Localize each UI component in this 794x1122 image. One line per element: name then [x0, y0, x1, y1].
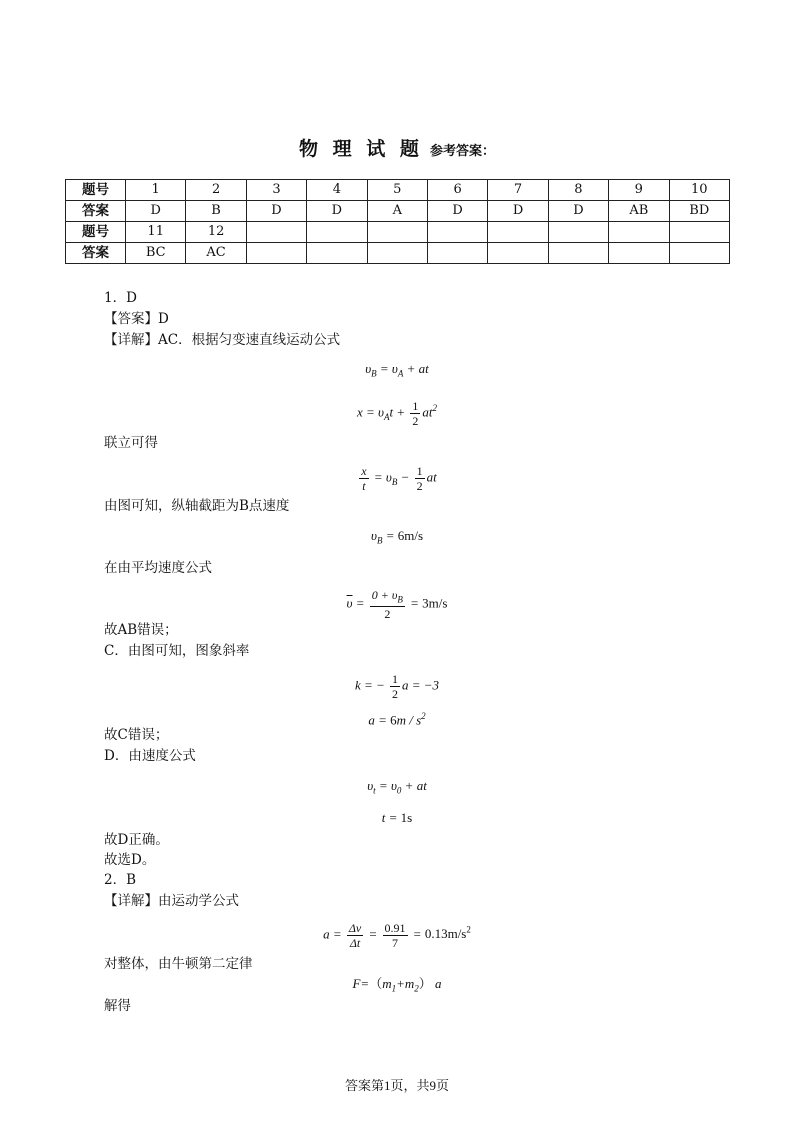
table-cell: [307, 243, 367, 264]
table-cell: [609, 243, 669, 264]
table-cell: 3: [246, 180, 306, 201]
table-cell: AC: [186, 243, 246, 264]
table-cell: A: [367, 201, 427, 222]
table-cell: [427, 222, 487, 243]
title-main: 物 理 试 题: [299, 138, 423, 160]
q1-avg-formula: 在由平均速度公式: [104, 560, 212, 576]
q1-answer: 【答案】D: [104, 311, 169, 327]
row-header-cell: 答案: [66, 201, 126, 222]
q2-heading: 2．B: [104, 872, 137, 888]
table-cell: D: [488, 201, 548, 222]
formula-a: $a = 6m / s^2$: [368, 711, 426, 728]
q1-c-wrong: 故C错误；: [104, 727, 169, 743]
table-row: [66, 201, 730, 222]
q2-solve: 解得: [104, 998, 131, 1014]
q2-newton: 对整体，由牛顿第二定律: [104, 956, 253, 972]
page-footer: 答案第1页，共9页: [344, 1078, 449, 1093]
formula-vb-value: $\upsilon_B = 6m/s$: [370, 528, 424, 546]
q1-intercept: 由图可知，纵轴截距为B点速度: [104, 498, 290, 514]
table-cell: [548, 243, 608, 264]
table-cell: D: [427, 201, 487, 222]
q1-combine: 联立可得: [104, 435, 158, 451]
q1-ab-wrong: 故AB错误；: [104, 622, 178, 638]
title-sub: 参考答案：: [429, 144, 495, 159]
formula-newton: $F=(m_1+m_2)$ a: [352, 976, 442, 994]
table-cell: AB: [609, 201, 669, 222]
table-cell: BD: [669, 201, 729, 222]
table-cell: [246, 243, 306, 264]
q2-explain: 【详解】由运动学公式: [104, 893, 239, 909]
q1-explain: 【详解】AC．根据匀变速直线运动公式: [104, 332, 341, 348]
table-cell: [367, 243, 427, 264]
formula-k: k = − $\frac{1}{2}$ a = −3: [354, 672, 440, 701]
table-cell: [669, 243, 729, 264]
table-cell: 11: [126, 222, 186, 243]
table-cell: BC: [126, 243, 186, 264]
table-cell: D: [126, 201, 186, 222]
table-cell: [669, 222, 729, 243]
table-row: [66, 243, 730, 264]
row-header-cell: 答案: [66, 243, 126, 264]
table-cell: 10: [669, 180, 729, 201]
row-header-cell: 题号: [66, 180, 126, 201]
table-cell: [427, 243, 487, 264]
answer-table: [65, 179, 730, 264]
formula-avg-v: $\overline{\upsilon}$ = $\frac{0 + \upsilon_B}{2}$ = 3m/s: [346, 588, 448, 622]
q1-c-slope: C．由图可知，图象斜率: [104, 643, 250, 659]
table-cell: 6: [427, 180, 487, 201]
formula-xt: $\frac{x}{t}$ = $\upsilon_B$ − $\frac{1}{2}$ at: [361, 464, 437, 493]
table-cell: D: [548, 201, 608, 222]
table-cell: D: [307, 201, 367, 222]
table-row: [66, 222, 730, 243]
row-header-cell: 题号: [66, 222, 126, 243]
table-cell: [548, 222, 608, 243]
table-cell: 12: [186, 222, 246, 243]
q1-d-correct: 故D正确。: [104, 832, 169, 848]
table-cell: 4: [307, 180, 367, 201]
q1-heading: 1．D: [104, 290, 137, 306]
table-cell: 1: [126, 180, 186, 201]
page-title: [0, 134, 794, 161]
table-cell: [307, 222, 367, 243]
table-cell: D: [246, 201, 306, 222]
table-cell: [246, 222, 306, 243]
table-cell: 8: [548, 180, 608, 201]
table-cell: 9: [609, 180, 669, 201]
q1-choose: 故选D。: [104, 852, 156, 868]
table-cell: 5: [367, 180, 427, 201]
table-cell: [609, 222, 669, 243]
table-cell: 2: [186, 180, 246, 201]
formula-x: $x = \upsilon_At$ + $\frac{1}{2}$ $at^2$: [356, 398, 438, 428]
table-row: [66, 180, 730, 201]
formula-t: t = 1s: [381, 810, 413, 825]
table-cell: [488, 243, 548, 264]
formula-vb: $\upsilon_B = \upsilon_A$ + at: [365, 361, 429, 379]
table-cell: [488, 222, 548, 243]
q1-d-velocity: D．由速度公式: [104, 748, 196, 764]
table-cell: B: [186, 201, 246, 222]
table-cell: [367, 222, 427, 243]
formula-a-value: a = $\frac{\Delta v}{\Delta t}$ = $\frac{0.91}{7}$ = $0.13m/s^2$: [323, 920, 471, 950]
formula-vt: $\upsilon_t = \upsilon_0$ + at: [367, 778, 427, 796]
table-cell: 7: [488, 180, 548, 201]
